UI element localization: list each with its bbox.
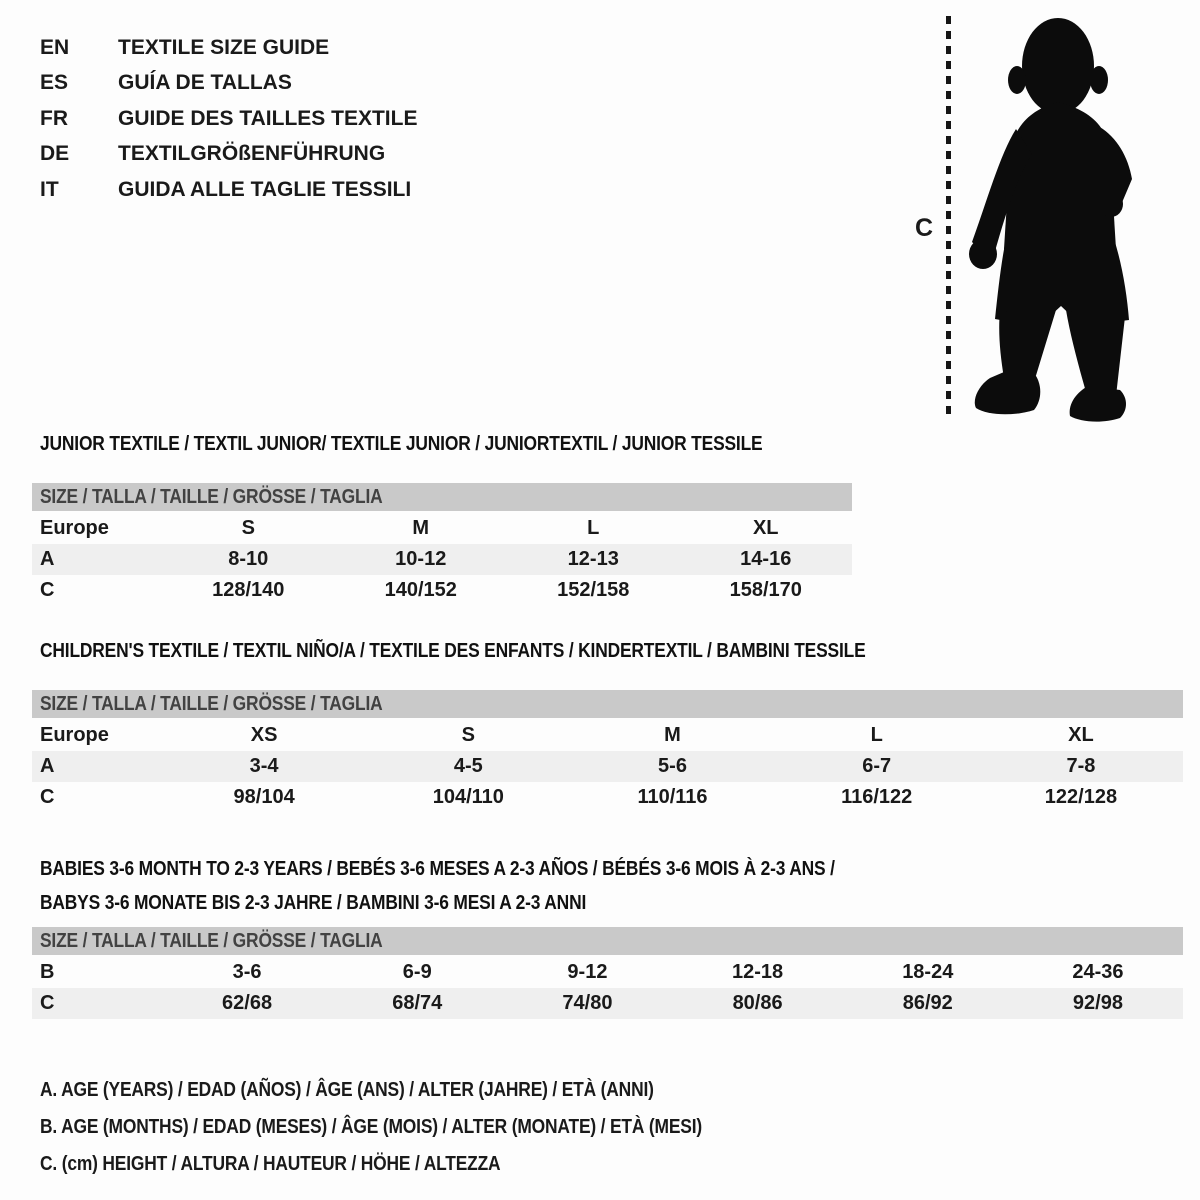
size-cell: 98/104: [233, 786, 295, 808]
size-row-age-years: [32, 751, 1183, 782]
children-size-table: [32, 690, 1183, 813]
size-cell: M: [664, 724, 681, 746]
language-row: [40, 101, 417, 137]
size-cell: L: [870, 724, 883, 746]
section-junior-textile: [32, 432, 870, 606]
guide-title-translation: GUÍA DE TALLAS: [118, 71, 292, 95]
size-row-europe: [32, 513, 852, 544]
size-cell: 116/122: [841, 786, 913, 808]
size-cell: 128/140: [212, 579, 285, 601]
size-cell: 92/98: [1072, 992, 1123, 1014]
size-cell: 12-13: [567, 548, 619, 570]
section-title: BABIES 3-6 MONTH TO 2-3 YEARS / BEBÉS 3-6 MESES A 2-3 AÑOS / BÉBÉS 3-6 MOIS À 2-3 ANS /: [40, 858, 835, 880]
language-row: [40, 137, 417, 173]
guide-title-translation: TEXTILGRÖßENFÜHRUNG: [118, 142, 386, 166]
section-childrens-textile: [32, 639, 1183, 813]
section-title: JUNIOR TEXTILE / TEXTIL JUNIOR/ TEXTILE JUNIOR / JUNIORTEXTIL / JUNIOR TESSILE: [40, 433, 763, 455]
size-row-height: [32, 782, 1183, 813]
size-cell: 158/170: [729, 579, 802, 601]
size-cell: 122/128: [1044, 786, 1118, 808]
size-cell: 104/110: [432, 786, 504, 808]
language-code: EN: [40, 35, 70, 59]
row-label: A: [40, 548, 55, 570]
size-cell: 74/80: [562, 992, 613, 1014]
section-title-line2: BABYS 3-6 MONATE BIS 2-3 JAHRE / BAMBINI 3-6 MESI A 2-3 ANNI: [40, 892, 587, 914]
size-row-age-years: [32, 544, 852, 575]
size-cell: S: [241, 517, 255, 539]
size-row-age-months: [32, 957, 1183, 988]
size-cell: 6-9: [402, 961, 432, 983]
guide-title-translation: TEXTILE SIZE GUIDE: [118, 35, 330, 59]
language-code: FR: [40, 106, 68, 130]
size-cell: 5-6: [658, 755, 687, 777]
size-cell: 18-24: [902, 961, 954, 983]
guide-title-translation: GUIDA ALLE TAGLIE TESSILI: [118, 177, 412, 201]
height-measure-line: [946, 16, 951, 416]
language-row: [40, 66, 417, 102]
size-header-bar: SIZE / TALLA / TAILLE / GRÖSSE / TAGLIA: [32, 690, 1183, 718]
row-label: Europe: [40, 724, 109, 746]
size-cell: 110/116: [637, 786, 708, 808]
size-cell: 4-5: [453, 755, 483, 777]
size-cell: 140/152: [384, 579, 457, 601]
legend-line-age-months: B. AGE (MONTHS) / EDAD (MESES) / ÂGE (MOIS) / ALTER (MONATE) / ETÀ (MESI): [40, 1116, 703, 1138]
measurement-legend: [40, 1072, 801, 1183]
size-cell: 68/74: [392, 992, 443, 1014]
size-cell: 6-7: [862, 755, 892, 777]
size-cell: XL: [752, 517, 779, 539]
size-row-europe: [32, 720, 1183, 751]
size-cell: 8-10: [228, 548, 269, 570]
row-label: C: [40, 786, 55, 808]
height-measure-label: C: [915, 214, 934, 242]
section-babies-textile: [32, 852, 1183, 1019]
size-cell: 3-4: [249, 755, 279, 777]
language-code: IT: [40, 177, 59, 201]
section-title: CHILDREN'S TEXTILE / TEXTIL NIÑO/A / TEXTILE DES ENFANTS / KINDERTEXTIL / BAMBINI TESSILE: [40, 640, 866, 662]
size-cell: 10-12: [395, 548, 447, 570]
guide-title-translation: GUIDE DES TAILLES TEXTILE: [118, 106, 418, 130]
size-cell: M: [412, 517, 430, 539]
size-cell: 80/86: [732, 992, 783, 1014]
row-label: B: [40, 961, 55, 983]
babies-size-table: [32, 927, 1183, 1019]
size-row-height: [32, 988, 1183, 1019]
junior-size-table: [32, 483, 852, 606]
legend-line-height: C. (cm) HEIGHT / ALTURA / HAUTEUR / HÖHE / ALTEZZA: [40, 1153, 501, 1175]
size-cell: S: [461, 724, 475, 746]
row-label: A: [40, 755, 55, 777]
language-row: [40, 172, 417, 208]
size-cell: 24-36: [1072, 961, 1124, 983]
language-title-list: [40, 30, 417, 208]
size-cell: 7-8: [1066, 755, 1096, 777]
size-header-bar: SIZE / TALLA / TAILLE / GRÖSSE / TAGLIA: [32, 927, 1183, 955]
row-label: C: [40, 579, 55, 601]
size-header-bar: SIZE / TALLA / TAILLE / GRÖSSE / TAGLIA: [32, 483, 852, 511]
size-cell: 12-18: [732, 961, 784, 983]
size-cell: 62/68: [222, 992, 273, 1014]
row-label: C: [40, 992, 55, 1014]
language-row: [40, 30, 417, 66]
language-code: ES: [40, 71, 69, 95]
row-label: Europe: [40, 517, 109, 539]
size-row-height: [32, 575, 852, 606]
size-cell: XS: [250, 724, 278, 746]
size-cell: 14-16: [740, 548, 792, 570]
toddler-silhouette-icon: [958, 14, 1153, 426]
size-cell: L: [587, 517, 600, 539]
size-cell: 3-6: [232, 961, 262, 983]
size-cell: 9-12: [567, 961, 608, 983]
legend-line-age-years: A. AGE (YEARS) / EDAD (AÑOS) / ÂGE (ANS) / ALTER (JAHRE) / ETÀ (ANNI): [40, 1079, 654, 1101]
size-cell: 152/158: [557, 579, 630, 601]
size-cell: 86/92: [902, 992, 953, 1014]
size-cell: XL: [1068, 724, 1094, 746]
language-code: DE: [40, 142, 70, 166]
